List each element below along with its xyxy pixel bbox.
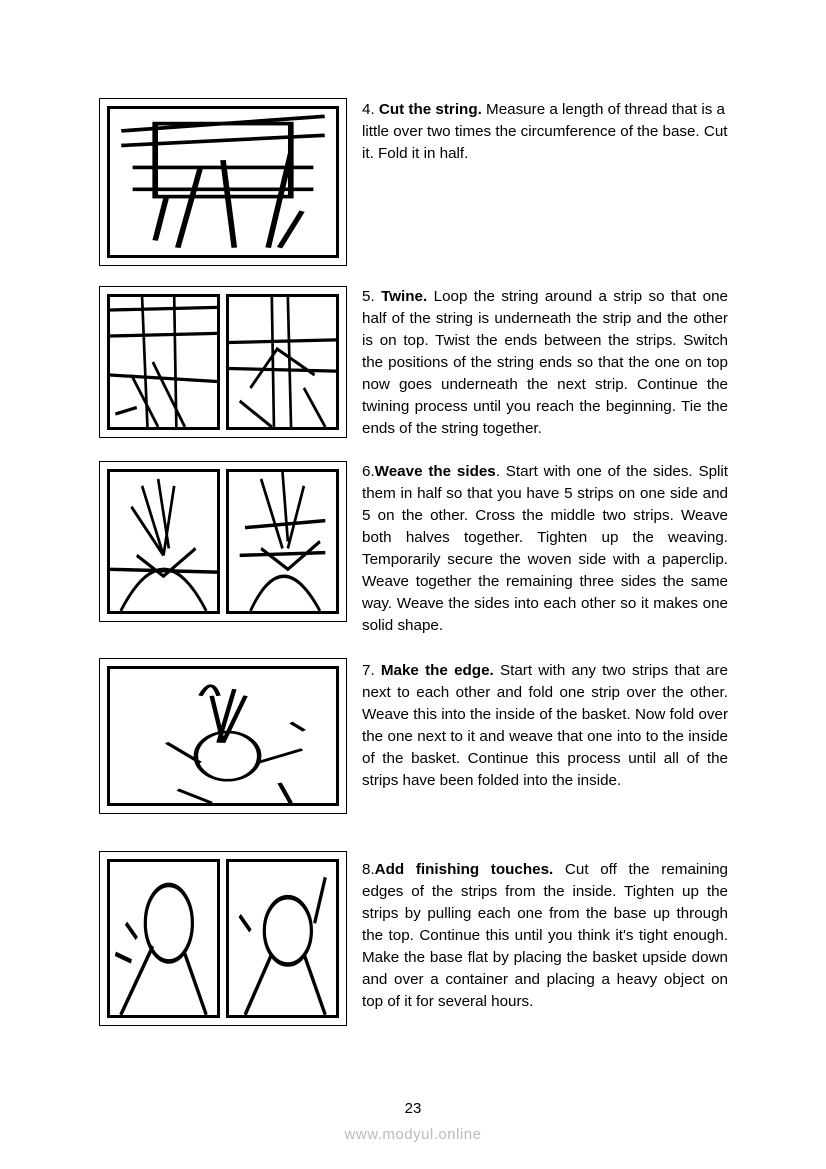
step-number: 7. xyxy=(362,662,381,679)
step-number: 5. xyxy=(362,288,382,305)
step-title: Weave the sides xyxy=(374,463,496,480)
photo-making-edge xyxy=(107,666,339,806)
step-title: Cut the string. xyxy=(378,101,482,118)
step-body: Loop the string around a strip so that one half of the string is underneath the strip and the other is on top. Twist the ends between the strips. Switch the positions of the string ends so that the one on top now goes underneath the next strip. Continue the twining process until you reach the beginning. Tie the ends of the string together. xyxy=(362,288,729,437)
step-number: 6. xyxy=(362,463,375,480)
step-8-text xyxy=(362,859,728,1013)
step-7-figure xyxy=(99,658,347,814)
step-title: Make the edge. xyxy=(380,662,494,679)
step-title: Twine. xyxy=(381,288,428,305)
step-title: Add finishing touches. xyxy=(374,861,554,878)
step-7-text xyxy=(362,660,728,792)
photo-weaving-right xyxy=(226,469,339,614)
step-6-text xyxy=(362,461,728,637)
step-5-text xyxy=(362,286,728,440)
step-body: . Start with one of the sides. Split them in half so that you have 5 strips on one side and 5 on the other. Cross the middle two strips. Weave both halves together. Tighten up the weaving. Temporarily secure the woven side with a paperclip. Weave together the remaining three sides the same way. Weave the sides into each other so it makes one solid shape. xyxy=(362,463,728,634)
step-body: Measure a length of thread that is a little over two times the circumference of the base. Cut it. Fold it in half. xyxy=(362,101,728,162)
step-number: 4. xyxy=(362,101,379,118)
step-5-figure xyxy=(99,286,347,438)
photo-cutting-string xyxy=(107,106,339,258)
step-4-figure xyxy=(99,98,347,266)
step-number: 8. xyxy=(362,861,375,878)
photo-finishing-right xyxy=(226,859,339,1018)
photo-twining-left xyxy=(107,294,220,430)
step-8-figure xyxy=(99,851,347,1026)
photo-finishing-left xyxy=(107,859,220,1018)
watermark: www.modyul.online xyxy=(344,1126,482,1143)
step-4-text xyxy=(362,99,728,165)
step-6-figure xyxy=(99,461,347,622)
photo-twining-right xyxy=(226,294,339,430)
step-body: Cut off the remaining edges of the strips from the inside. Tighten up the strips by pulling each one from the base up through the top. Continue this until you think it's tight enough. Make the base flat by placing the basket upside down and over a container and placing a heavy object on top of it for several hours. xyxy=(362,861,728,1010)
page-number: 23 xyxy=(404,1100,422,1117)
photo-weaving-left xyxy=(107,469,220,614)
step-body: Start with any two strips that are next to each other and fold one strip over the other. Weave this into the inside of the basket. Now fold over the one next to it and weave that one into to the inside of the basket. Continue this process until all of the strips have been folded into the inside. xyxy=(362,662,729,789)
